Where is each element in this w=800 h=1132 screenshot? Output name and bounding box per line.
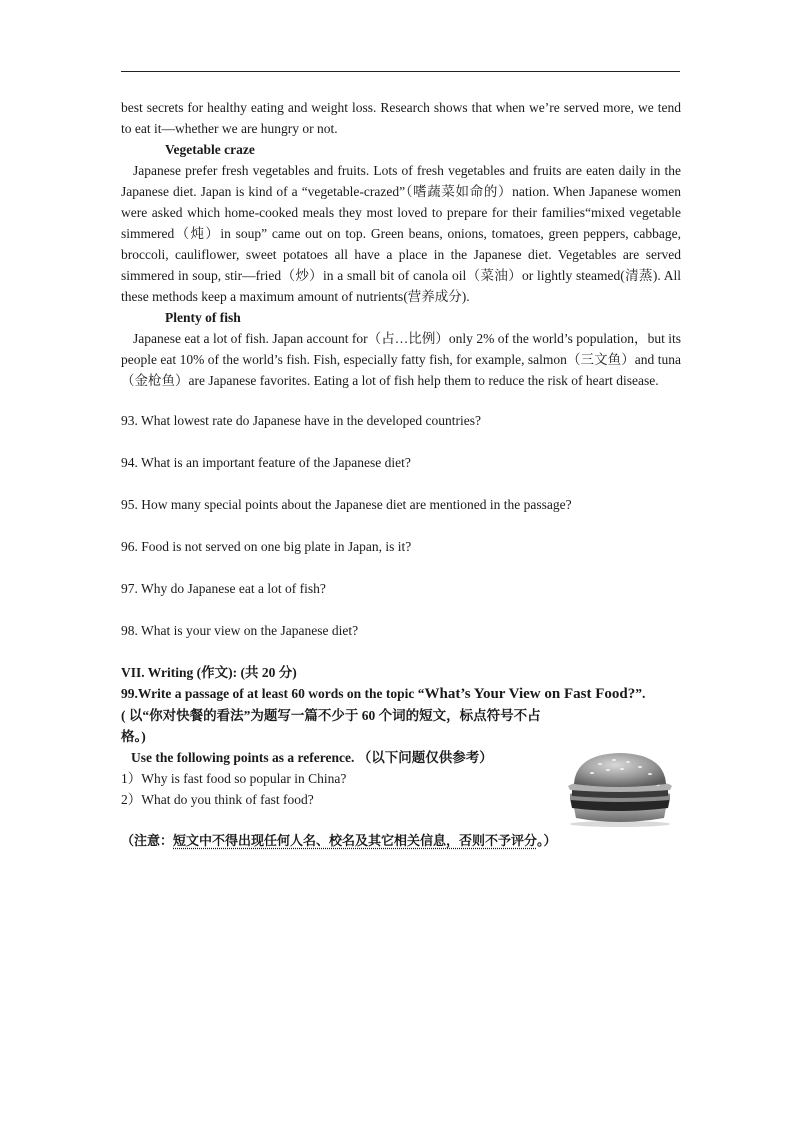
intro-fragment: best secrets for healthy eating and weight loss. Research shows that when we’re served more, we tend to eat it—whether we are hungry or not. bbox=[121, 100, 681, 136]
writing-section-title: VII. Writing (作文): (共 20 分) bbox=[121, 665, 297, 680]
writing-task-suffix: ”. bbox=[635, 686, 646, 701]
writing-task bbox=[121, 683, 681, 705]
question-95: 95. How many special points about the Japanese diet are mentioned in the passage? bbox=[121, 497, 572, 512]
section-heading-vegetable: Vegetable craze bbox=[165, 142, 255, 157]
reference-point-2: 2）What do you think of fast food? bbox=[121, 792, 314, 807]
question-93: 93. What lowest rate do Japanese have in the developed countries? bbox=[121, 413, 481, 428]
question-96: 96. Food is not served on one big plate in Japan, is it? bbox=[121, 539, 412, 554]
question-94: 94. What is an important feature of the Japanese diet? bbox=[121, 455, 411, 470]
writing-task-topic: What’s Your View on Fast Food? bbox=[424, 686, 636, 702]
section-paragraph-vegetable: Japanese prefer fresh vegetables and fruits. Lots of fresh vegetables and fruits are eaten daily in the Japanese diet. Japan is kind of a “vegetable-crazed”（嗜蔬菜如命的）nation. When Japanese women were asked which home-cooked meals they most loved to prepare for their families“mixed vegetable simmered（炖）in soup” came out on top. Green beans, onions, tomatoes, green peppers, cabbage, broccoli, cauliflower, sweet potatoes all have a place in the Japanese diet. Vegetables are served simmered in soup, stir—fried（炒）in a small bit of canola oil（菜油）or lightly steamed(清蒸). All these methods keep a maximum amount of nutrients(营养成分). bbox=[121, 163, 681, 304]
notice-close: 。） bbox=[537, 834, 557, 849]
reference-label: Use the following points as a reference. （以下问题仅供参考） bbox=[131, 750, 493, 765]
hamburger-icon bbox=[564, 748, 676, 828]
notice-open: （注意： bbox=[121, 834, 174, 849]
reference-point-1: 1）Why is fast food so popular in China? bbox=[121, 771, 347, 786]
header-rule bbox=[121, 71, 680, 72]
section-paragraph-fish: Japanese eat a lot of fish. Japan account for（占…比例）only 2% of the world’s population，but its people eat 10% of the world’s fish. Fish, especially fatty fish, for example, salmon（三文鱼）and tuna（金枪鱼）are Japanese favorites. Eating a lot of fish help them to reduce the risk of heart disease. bbox=[121, 331, 681, 388]
notice-body: 短文中不得出现任何人名、校名及其它相关信息，否则不予评分 bbox=[173, 834, 538, 849]
writing-task-chinese: ( 以“你对快餐的看法”为题写一篇不少于 60 个词的短文，标点符号不占格。) bbox=[121, 708, 541, 744]
writing-notice bbox=[121, 831, 681, 852]
section-heading-fish: Plenty of fish bbox=[165, 310, 241, 325]
page-content bbox=[121, 97, 681, 852]
question-98: 98. What is your view on the Japanese diet? bbox=[121, 623, 359, 638]
writing-task-prefix: 99.Write a passage of at least 60 words on the topic “ bbox=[121, 686, 425, 701]
question-97: 97. Why do Japanese eat a lot of fish? bbox=[121, 581, 326, 596]
